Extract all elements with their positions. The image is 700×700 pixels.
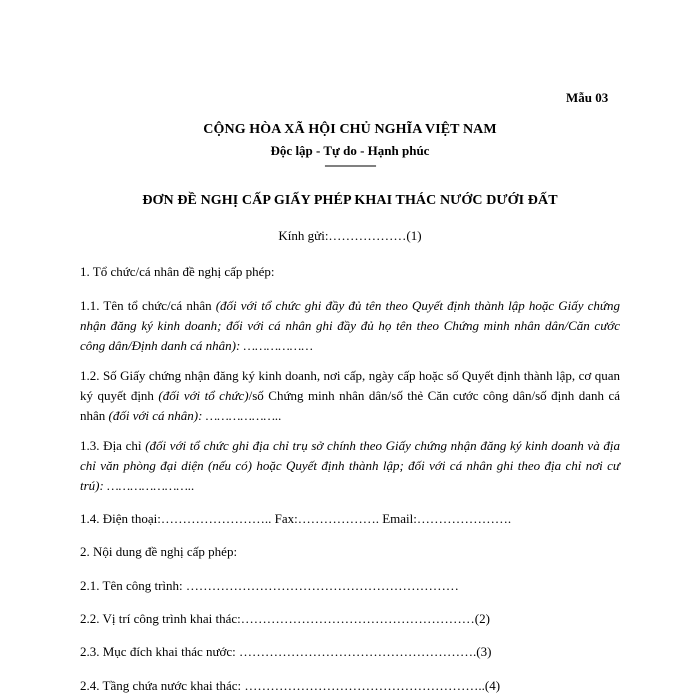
item-1-2-hint-a: (đối với tổ chức) [158,388,249,403]
item-1-2-text-a: 1.2. Số Giấy chứng nhận đăng ký kinh doanh, nơi cấp, ngày cấp hoặc số Quyết định thành lập, cơ quan ký quyết định [80,368,620,403]
document-title: ĐƠN ĐỀ NGHỊ CẤP GIẤY PHÉP KHAI THÁC NƯỚC DƯỚI ĐẤT [142,193,558,208]
nation-header: CỘNG HÒA XÃ HỘI CHỦ NGHĨA VIỆT NAM [203,122,497,137]
item-1-2 [80,366,620,426]
item-1-2-text-b: /số Chứng minh nhân dân/số thẻ Căn cước công dân/số định danh cá nhân [80,388,620,423]
item-2-4: 2.4. Tầng chứa nước khai thác: ………………………………………………..(4) [80,678,501,693]
item-2-1: 2.1. Tên công trình: ……………………………………………………… [80,578,459,593]
motto: Độc lập - Tự do - Hạnh phúc [270,143,430,158]
item-1-4: 1.4. Điện thoại:…………………….. Fax:………………. Email:…………………. [80,511,512,526]
section-1-heading: 1. Tổ chức/cá nhân đề nghị cấp phép: [80,264,275,279]
item-1-1-label: 1.1. Tên tổ chức/cá nhân [80,298,216,313]
header-divider: ----------------- [324,158,376,172]
item-1-3-hint: (đối với tổ chức ghi địa chỉ trụ sở chính theo Giấy chứng nhận đăng ký kinh doanh và địa chỉ văn phòng đại diện (nếu có) hoặc Quyết định thành lập; đối với cá nhân ghi theo địa chỉ nơi cư trú): ………………….. [80,438,620,493]
recipient-line: Kính gửi:………………(1) [278,228,422,243]
item-1-1 [80,296,620,356]
item-1-3-label: 1.3. Địa chỉ [80,438,146,453]
item-1-3 [80,436,620,496]
item-1-2-hint-b: (đối với cá nhân): ……………….. [108,408,282,423]
section-2-heading: 2. Nội dung đề nghị cấp phép: [80,544,238,559]
item-2-3: 2.3. Mục đích khai thác nước: ……………………………………………….(3) [80,644,492,659]
item-2-2: 2.2. Vị trí công trình khai thác:………………………………………………(2) [80,611,490,626]
form-code: Mẫu 03 [566,90,609,105]
item-1-1-hint: (đối với tổ chức ghi đầy đủ tên theo Quyết định thành lập hoặc Giấy chứng nhận đăng ký kinh doanh; đối với cá nhân ghi đầy đủ họ tên theo Chứng minh nhân dân/Căn cước công dân/Định danh cá nhân): ……………… [80,298,620,353]
